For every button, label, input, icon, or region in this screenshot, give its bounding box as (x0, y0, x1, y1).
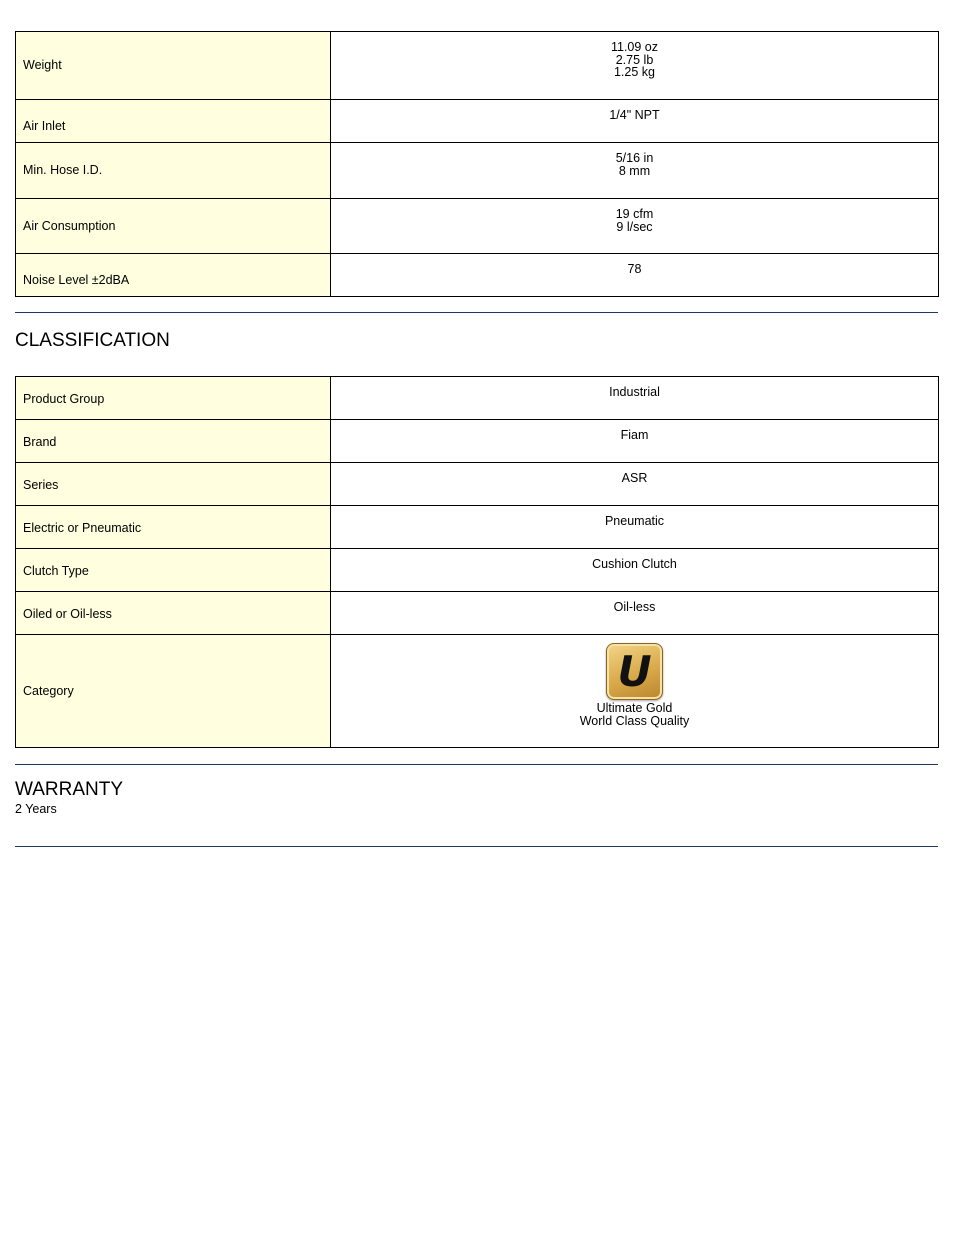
spec-row-noise-level (16, 254, 939, 297)
classification-table (15, 376, 939, 748)
classification-value-line: Industrial (609, 385, 660, 399)
category-line: Ultimate Gold (596, 701, 673, 715)
spec-value-line: 2.75 lb (615, 52, 654, 67)
spec-label: Noise Level ±2dBA (16, 254, 331, 297)
classification-label: Electric or Pneumatic (16, 506, 331, 549)
classification-label: Oiled or Oil-less (16, 592, 331, 635)
section-divider (15, 764, 938, 765)
spec-value-line: 8 mm (618, 163, 651, 178)
classification-row-clutch-type (16, 549, 939, 592)
spec-value-line: 11.09 oz (610, 40, 659, 54)
section-divider (15, 846, 938, 847)
warranty-value: 2 Years (15, 802, 57, 816)
spec-value-line: 1.25 kg (613, 65, 655, 79)
spec-value (331, 100, 939, 143)
classification-row-brand (16, 420, 939, 463)
ultimate-gold-badge-icon (606, 643, 663, 700)
category-line: World Class Quality (579, 713, 690, 728)
spec-label: Weight (16, 32, 331, 100)
classification-row-oiled-or-oil-less (16, 592, 939, 635)
classification-value (331, 549, 939, 592)
classification-value (331, 420, 939, 463)
classification-value (331, 377, 939, 420)
spec-value-line: 19 cfm (615, 207, 654, 221)
spec-value-line: 9 l/sec (616, 219, 653, 234)
spec-value-line: 5/16 in (615, 151, 654, 165)
spec-row-air-consumption (16, 199, 939, 254)
spec-label: Min. Hose I.D. (16, 143, 331, 199)
classification-label: Product Group (16, 377, 331, 420)
classification-value (331, 506, 939, 549)
classification-value-line: Fiam (620, 428, 649, 442)
spec-row-min-hose-id (16, 143, 939, 199)
spec-value (331, 143, 939, 199)
spec-label: Air Consumption (16, 199, 331, 254)
classification-value-line: ASR (621, 471, 648, 485)
classification-row-category (16, 635, 939, 748)
classification-row-electric-or-pneumatic (16, 506, 939, 549)
specifications-table (15, 31, 939, 297)
classification-label: Series (16, 463, 331, 506)
classification-value (331, 592, 939, 635)
spec-value-line: 78 (627, 262, 642, 276)
spec-value (331, 199, 939, 254)
spec-value (331, 32, 939, 100)
classification-label: Category (16, 635, 331, 748)
classification-label: Clutch Type (16, 549, 331, 592)
classification-value-line: Pneumatic (604, 514, 665, 528)
spec-row-air-inlet (16, 100, 939, 143)
category-badge (331, 643, 938, 727)
spec-row-weight (16, 32, 939, 100)
section-divider (15, 312, 938, 313)
classification-value-line: Oil-less (613, 600, 656, 614)
classification-row-series (16, 463, 939, 506)
spec-value-line: 1/4" NPT (609, 108, 660, 122)
spec-label: Air Inlet (16, 100, 331, 143)
spec-value (331, 254, 939, 297)
classification-value (331, 463, 939, 506)
classification-label: Brand (16, 420, 331, 463)
warranty-heading: WARRANTY (15, 779, 124, 800)
classification-row-product-group (16, 377, 939, 420)
classification-heading: CLASSIFICATION (15, 330, 170, 351)
classification-value (331, 635, 939, 748)
classification-value-line: Cushion Clutch (592, 557, 677, 571)
badge-letter: U (617, 646, 652, 696)
